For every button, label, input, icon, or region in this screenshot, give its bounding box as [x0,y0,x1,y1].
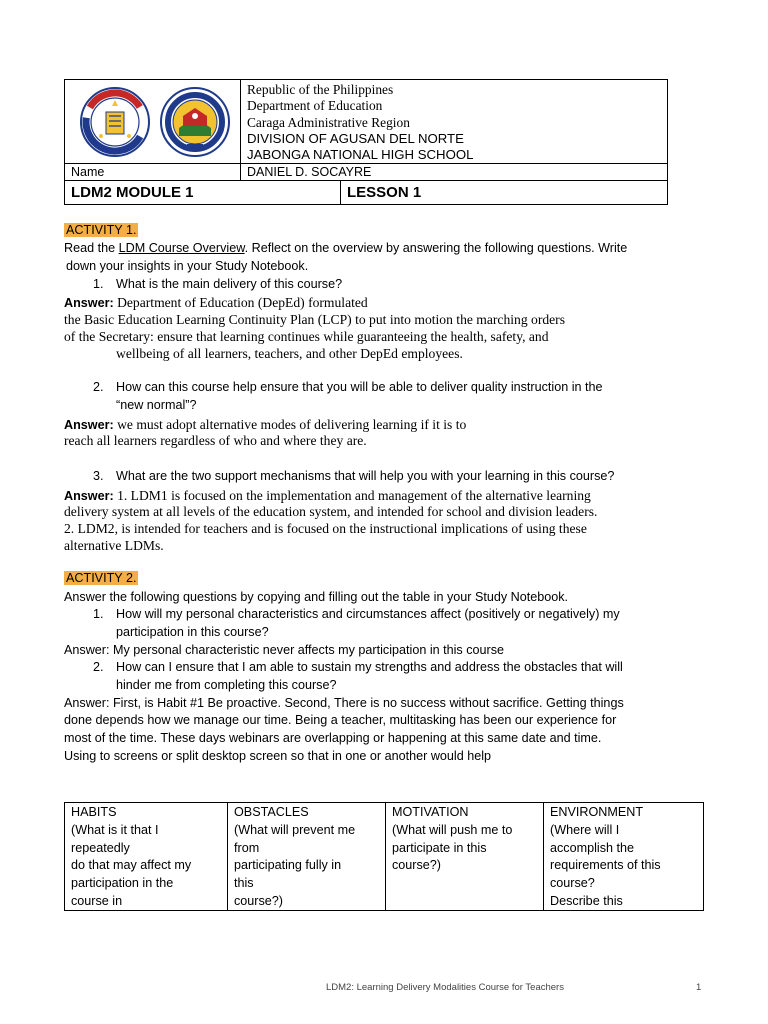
activity1-a3-text: 1. LDM1 is focused on the implementation and management of the alternative learning [113,488,591,503]
activity1-a2-line2: reach all learners regardless of who and where they are. [64,433,367,448]
table-cell-line: (Where will I [550,822,620,837]
activity1-intro-pre: Read the [64,241,119,255]
habits-table [64,802,704,911]
org-line-republic: Republic of the Philippines [247,82,394,97]
table-header-obstacles: OBSTACLES [234,805,309,819]
table-cell-line: do that may affect my [71,858,192,873]
page-footer: LDM2: Learning Delivery Modalities Course for Teachers [326,982,564,993]
org-block [241,80,667,164]
deped-seal-logo [79,86,151,158]
table-column-habits [65,803,227,910]
lesson-title: LESSON 1 [347,184,422,201]
table-column-environment [543,803,703,910]
activity2-q1-number: 1. [93,607,104,621]
table-cell-line: (What will push me to [392,822,513,837]
table-cell-line: this [234,876,254,891]
activity2-q2-line2: hinder me from completing this course? [116,678,337,692]
activity1-a1-text: Department of Education (DepEd) formulated [113,295,368,310]
org-line-school: JABONGA NATIONAL HIGH SCHOOL [247,147,474,163]
school-seal-logo [159,86,231,158]
activity2-q1-line1: How will my personal characteristics and circumstances affect (positively or negatively) my [116,607,620,621]
name-label: Name [65,164,241,181]
table-cell-line: course?) [392,858,441,873]
org-line-department: Department of Education [247,98,383,114]
activity1-a3-line1 [64,487,591,505]
table-header-environment: ENVIRONMENT [550,805,644,819]
activity2-heading-text: ACTIVITY 2. [66,571,137,585]
org-line-region: Caraga Administrative Region [247,114,410,130]
logo-cell [65,80,241,164]
table-cell-line: from [234,840,260,855]
activity1-q2-line2: “new normal”? [116,398,197,412]
activity2-q1-line2: participation in this course? [116,625,269,639]
activity2-a2-line1: Answer: First, is Habit #1 Be proactive. Second, There is no success without sacrifice. Getting things [64,696,624,710]
table-column-motivation [385,803,543,910]
activity1-q1: What is the main delivery of this course? [116,277,343,291]
table-cell-line: Describe this [550,893,623,908]
name-value: DANIEL D. SOCAYRE [241,164,667,181]
activity1-q2-line1: How can this course help ensure that you will be able to deliver quality instruction in the [116,380,603,394]
table-cell-line: course?) [234,893,283,908]
answer-label: Answer: [64,296,114,310]
table-cell-line: course? [550,876,595,891]
activity1-a1-line3: of the Secretary: ensure that learning continues while guaranteeing the health, safety, and [64,329,549,344]
activity2-intro: Answer the following questions by copying and filling out the table in your Study Notebook. [64,590,569,604]
activity1-intro [64,241,627,255]
activity1-a1-line1 [64,294,368,312]
activity1-a1-line4: wellbeing of all learners, teachers, and other DepEd employees. [116,346,463,361]
table-cell-line: repeatedly [71,840,130,855]
table-column-obstacles [227,803,385,910]
activity1-a3-line2: delivery system at all levels of the education system, and intended for school and division leaders. [64,504,598,519]
answer-label: Answer: [64,489,114,503]
activity1-q3: What are the two support mechanisms that will help you with your learning in this course? [116,469,615,483]
table-cell-line: participating fully in [234,858,342,873]
table-cell-line: participate in this [392,840,487,855]
activity1-a3-line3: 2. LDM2, is intended for teachers and is focused on the instructional implications of using these [64,521,587,536]
activity1-q1-number: 1. [93,277,104,291]
table-cell-line: (What is it that I [71,822,159,837]
activity2-q2-number: 2. [93,660,104,674]
table-cell-line: requirements of this [550,858,661,873]
activity1-a2-text: we must adopt alternative modes of delivering learning if it is to [113,417,467,432]
table-cell-line: accomplish the [550,840,634,855]
activity1-q2-number: 2. [93,380,104,394]
activity2-q2-line1: How can I ensure that I am able to sustain my strengths and address the obstacles that will [116,660,623,674]
activity1-a1-line2: the Basic Education Learning Continuity Plan (LCP) to put into motion the marching orders [64,312,565,327]
activity1-intro-post: . Reflect on the overview by answering the following questions. Write [244,241,628,255]
activity2-heading [64,571,138,585]
page-number: 1 [696,982,702,993]
table-header-motivation: MOTIVATION [392,805,469,819]
org-line-division: DIVISION OF AGUSAN DEL NORTE [247,130,464,146]
activity1-q3-number: 3. [93,469,104,483]
course-overview-link[interactable]: LDM Course Overview [118,241,245,255]
activity2-a2-line4: Using to screens or split desktop screen so that in one or another would help [64,749,492,763]
activity1-a2-line1 [64,416,466,434]
table-cell-line: participation in the [71,876,174,891]
activity1-heading [64,223,138,237]
activity2-a2-line3: most of the time. These days webinars are overlapping or happening at this same date and time. [64,731,602,745]
activity1-intro-line2: down your insights in your Study Notebook. [66,259,309,273]
activity2-a2-line2: done depends how we manage our time. Being a teacher, multitasking has been our experience for [64,713,617,727]
table-header-habits: HABITS [71,805,117,819]
table-cell-line: course in [71,893,123,908]
answer-label: Answer: [64,418,114,432]
module-title: LDM2 MODULE 1 [65,181,341,204]
document-header [64,79,668,205]
activity1-a3-line4: alternative LDMs. [64,538,164,553]
activity2-a1: Answer: My personal characteristic never affects my participation in this course [64,643,505,657]
activity1-heading-text: ACTIVITY 1. [66,223,137,237]
table-cell-line: (What will prevent me [234,822,356,837]
